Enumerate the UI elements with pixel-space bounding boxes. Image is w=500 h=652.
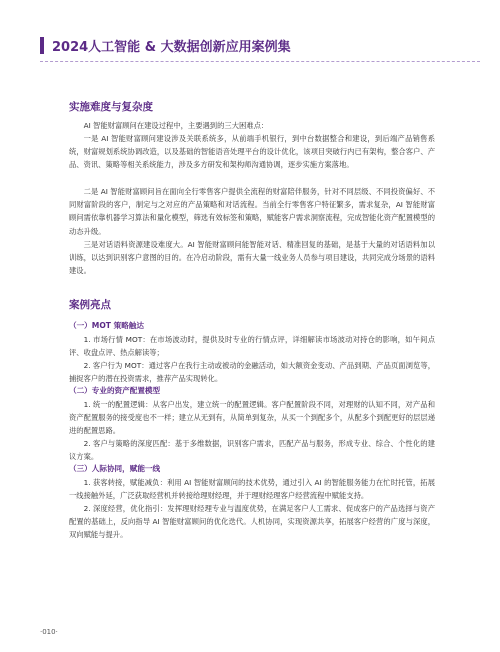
list-item: 2. 深度经营，优化指引：发挥理财经理专业与温度优势，在满足客户人工需求、促成客户的产品选择与资产配置的基础上，反向指导 AI 智能财富顾问的优化迭代。人机协同，实现资源共享，拓展客户经营的广度与深度，双向赋能与提升。 xyxy=(69,504,435,540)
header-divider xyxy=(40,61,480,62)
list-item: 1. 市场行情 MOT：在市场波动时，提供及时专业的行情点评，详细解读市场波动对持仓的影响，如午间点评、收盘点评、热点解读等； xyxy=(69,335,435,358)
list-item: 2. 客户行为 MOT：通过客户在我行主动或被动的金融活动，如大额资金变动、产品到期、产品页面浏览等，捕捉客户的潜在投资需求，推荐产品实现转化。 xyxy=(69,361,435,384)
subsection-title-mot: （一）MOT 策略触达 xyxy=(69,321,144,330)
list-item: 1. 获客转接，赋能减负：利用 AI 智能财富顾问的技术优势，通过引入 AI 的智能服务能力在忙时托管，拓展一线接触外延，广泛获取经营机并转接给理财经理，并于理财经理客户经营流程中赋能支持。 xyxy=(69,478,435,501)
list-item: 1. 统一的配置逻辑：从客户出发，建立统一的配置逻辑。客户配置阶段不同，对理财的认知不同，对产品和资产配置服务的接受度也不一样；建立从无到有，从简单到复杂，从买一个到配多个，从配多个到配更好的层层递进的配置思路。 xyxy=(69,400,435,436)
subsection-title-collaboration: （三）人际协同，赋能一线 xyxy=(69,464,161,473)
paragraph: AI 智能财富顾问在建设过程中，主要遇到的三大困难点： xyxy=(83,121,269,130)
section-title-highlights: 案例亮点 xyxy=(69,299,111,311)
header-accent-bar xyxy=(40,37,44,54)
document-title: 2024人工智能 & 大数据创新应用案例集 xyxy=(52,40,291,55)
subsection-title-allocation: （二）专业的资产配置模型 xyxy=(69,386,161,395)
paragraph: 二是 AI 智能财富顾问旨在面向全行零售客户提供全流程的财富陪伴服务，针对不同层级、不同投资偏好、不同财富阶段的客户，制定与之对应的产品策略和对话流程。当前全行零售客户特征繁多，需求复杂，AI 智能财富顾问需依靠机器学习算法和量化模型，筛选有效标签和策略，赋能客户需求洞察流程，完成智能化资产配置模型的动态升级。 xyxy=(69,187,435,236)
page-number: ·010· xyxy=(40,628,58,636)
page-header xyxy=(40,34,480,64)
paragraph: 一是 AI 智能财富顾问建设涉及关联系统多，从前端手机银行，到中台数据整合和建设，到后端产品销售系统，财富规划系统协调改造，以及基础的智能语音处理平台的设计优化，该项目突破行内已有架构，整合客户、产品、资讯、策略等相关系统能力，涉及多方研发和架构师沟通协调，逐步实施方案落地。 xyxy=(69,134,435,170)
section-title-difficulty: 实施难度与复杂度 xyxy=(69,101,153,113)
list-item: 2. 客户与策略的深度匹配：基于多维数据，识别客户需求，匹配产品与服务，形成专业、综合、个性化的建议方案。 xyxy=(69,439,435,462)
paragraph: 三是对话语料资源建设难度大。AI 智能财富顾问能智能对话、精准回复的基础，是基于大量的对话语料加以训练，以达到识别客户意图的目的。在冷启动阶段，需有大量一线业务人员参与项目建设，共同完成分场景的语料建设。 xyxy=(69,240,435,276)
